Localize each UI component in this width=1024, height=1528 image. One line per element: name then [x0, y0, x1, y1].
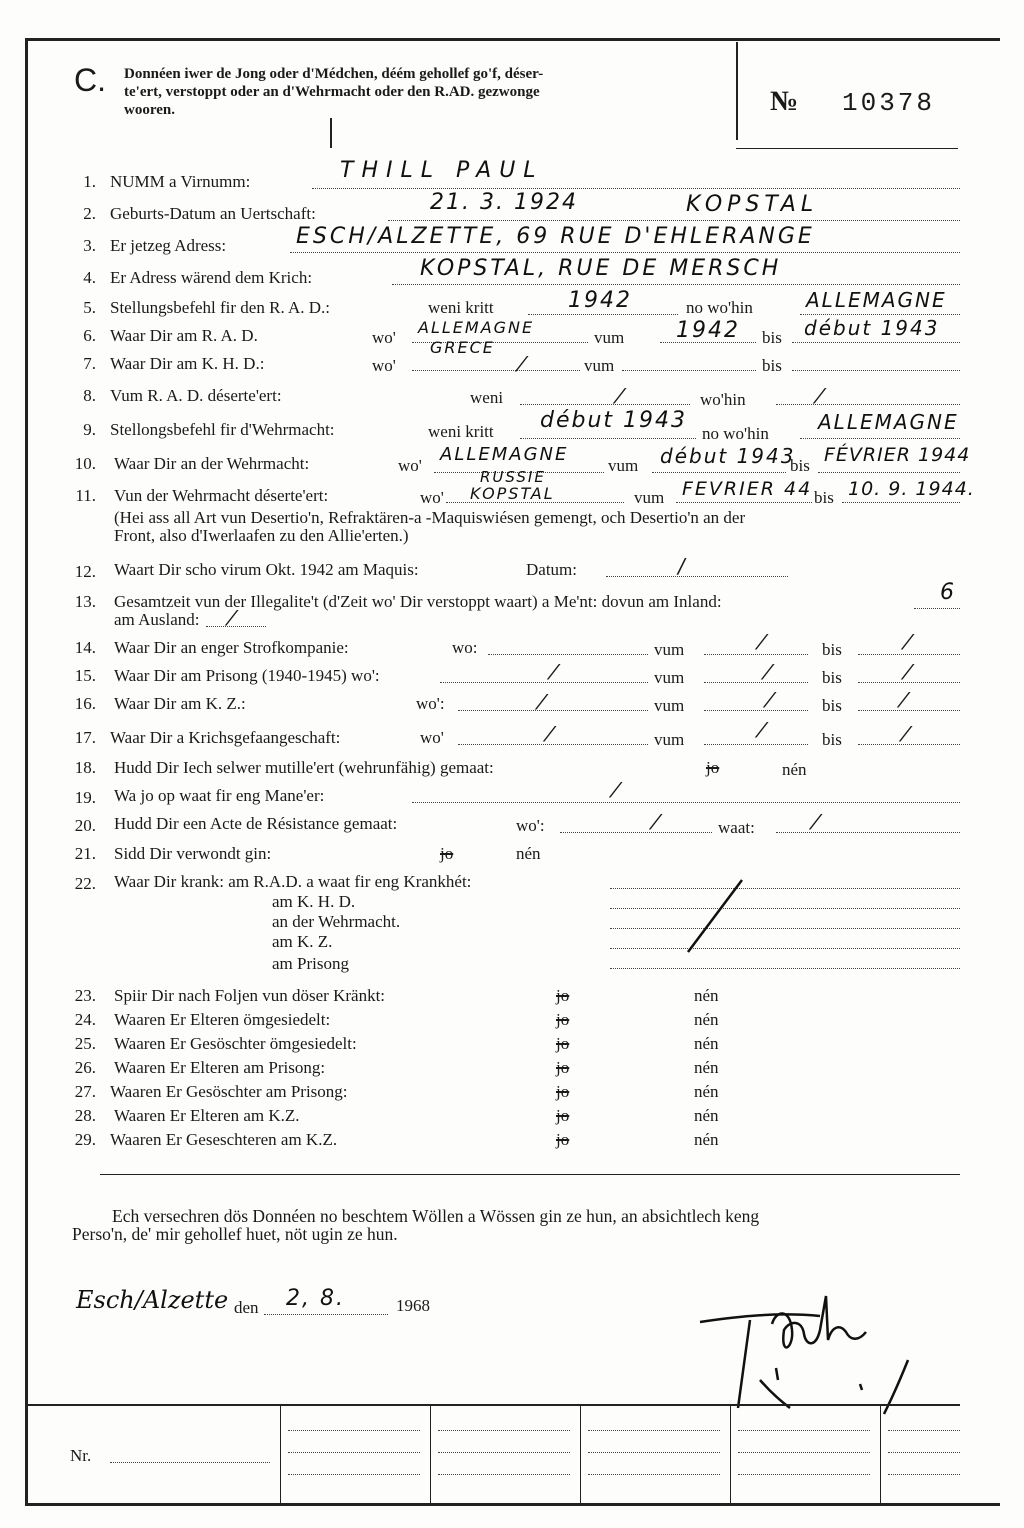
row-19-field [412, 802, 960, 803]
signature-place: Esch/Alzette [76, 1286, 229, 1314]
header-mark [330, 118, 332, 148]
footer-col-3 [580, 1404, 581, 1504]
row-20-sub2: waat: [718, 818, 755, 837]
row-29-nen: nén [694, 1130, 719, 1149]
row-12-field [606, 576, 788, 577]
row-17-sub1: wo' [420, 728, 444, 747]
row-20-number: 20. [74, 816, 96, 835]
row-13-dash-mark: ⁄ [230, 606, 234, 630]
row-4-value: KOPSTAL, RUE DE MERSCH [420, 256, 782, 281]
row-16-dash-mark-3: ⁄ [902, 688, 906, 712]
row-7-value: GRECE [430, 338, 495, 357]
footer-dots-2b [438, 1452, 570, 1453]
row-8-label: Vum R. A. D. déserte'ert: [110, 386, 282, 405]
signature-year: 1968 [396, 1296, 430, 1315]
footer-dots-1b [288, 1452, 420, 1453]
footer-dots-4b [738, 1452, 870, 1453]
row-7-field-2 [622, 370, 756, 371]
row-20-dash-mark-2: ⁄ [814, 810, 818, 834]
row-14-field-3 [858, 654, 960, 655]
row-24-jo: jo [556, 1010, 570, 1029]
footer-col-1 [280, 1404, 281, 1504]
row-29-number: 29. [74, 1130, 96, 1149]
row-26-number: 26. [74, 1058, 96, 1077]
footer-nr-label: Nr. [70, 1446, 92, 1465]
row-6-value2: 1942 [676, 318, 740, 343]
row-17-field-3 [858, 744, 960, 745]
row-9-label: Stellongsbefehl fir d'Wehrmacht: [110, 420, 335, 439]
footer-dots-1c [288, 1474, 420, 1475]
row-16-dash-mark-2: ⁄ [768, 688, 772, 712]
row-21-jo: jo [440, 844, 454, 863]
row-6-value: ALLEMAGNE [418, 318, 535, 337]
row-20-field-2 [776, 832, 960, 833]
row-8-number: 8. [83, 386, 96, 405]
row-13-label-2: am Ausland: [114, 610, 200, 629]
footer-dots-4c [738, 1474, 870, 1475]
row-4-field [392, 284, 960, 285]
row-16-number: 16. [74, 694, 96, 713]
row-16-field-3 [858, 710, 960, 711]
row-14-label: Waar Dir an enger Strofkompanie: [114, 638, 349, 657]
row-16-label: Waar Dir am K. Z.: [114, 694, 246, 713]
row-24-label: Waaren Er Elteren ömgesiedelt: [114, 1010, 331, 1029]
row-19-number: 19. [74, 788, 96, 807]
row-22-slash-mark [680, 876, 750, 956]
row-11-field-2 [676, 502, 812, 503]
row-10-label: Waar Dir an der Wehrmacht: [114, 454, 310, 473]
row-16-sub2: vum [654, 696, 685, 715]
row-14-field-2 [704, 654, 808, 655]
footer-dots-5a [888, 1430, 960, 1431]
row-5-number: 5. [83, 298, 96, 317]
row-19-label: Wa jo op waat fir eng Mane'er: [114, 786, 325, 805]
row-11-sub3: bis [814, 488, 834, 507]
row-5-sub2: no wo'hin [686, 298, 753, 317]
row-24-nen: nén [694, 1010, 719, 1029]
row-2-value-place: KOPSTAL [686, 192, 819, 217]
row-8-sub2: wo'hin [700, 390, 746, 409]
row-11-field-3 [842, 502, 960, 503]
row-3-field [290, 252, 960, 253]
row-10-field-3 [818, 472, 960, 473]
row-16-sub1: wo': [416, 694, 445, 713]
row-25-jo: jo [556, 1034, 570, 1053]
row-13-number: 13. [74, 592, 96, 611]
row-8-sub1: weni [470, 388, 504, 407]
row-9-field-1 [520, 438, 696, 439]
row-11-value: KOPSTAL [470, 484, 555, 503]
top-border [25, 38, 1000, 41]
header-text-1: Donnéen iwer de Jong oder d'Médchen, déém gehollef go'f, déser- [124, 66, 544, 82]
number-symbol: № [770, 86, 799, 117]
row-22-label: Waar Dir krank: am R.A.D. a waat fir eng Krankhét: [114, 872, 472, 891]
row-1-number: 1. [83, 172, 96, 191]
row-17-sub2: vum [654, 730, 685, 749]
form-number: 10378 [842, 88, 936, 118]
row-12-number: 12. [74, 562, 96, 581]
row-22-line-4: am K. Z. [272, 932, 333, 951]
row-22-line-5: am Prisong [272, 954, 349, 973]
section-divider [100, 1174, 960, 1175]
row-9-value: début 1943 [540, 408, 688, 433]
footer-dots-1a [288, 1430, 420, 1431]
row-11-note-1: (Hei ass all Art vun Desertio'n, Refraktären-a -Maquiswiésen gemengt, och Desertio'n an der [114, 508, 746, 527]
row-6-value3: début 1943 [804, 316, 940, 340]
row-29-jo: jo [556, 1130, 570, 1149]
row-9-value2: ALLEMAGNE [818, 410, 959, 434]
row-17-sub3: bis [822, 730, 842, 749]
row-7-sub1: wo' [372, 356, 396, 375]
row-12-label: Waart Dir scho virum Okt. 1942 am Maquis: [114, 560, 419, 579]
row-20-field-1 [560, 832, 712, 833]
row-15-dash-mark-2: ⁄ [766, 660, 770, 684]
row-7-label: Waar Dir am K. H. D.: [110, 354, 265, 373]
row-4-number: 4. [83, 268, 96, 287]
row-4-label: Er Adress wärend dem Krich: [110, 268, 313, 287]
row-23-number: 23. [74, 986, 96, 1005]
row-27-number: 27. [74, 1082, 96, 1101]
footer-top-line [28, 1404, 960, 1406]
row-9-number: 9. [83, 420, 96, 439]
row-14-dash-mark-2: ⁄ [906, 630, 910, 654]
row-20-dash-mark-1: ⁄ [654, 810, 658, 834]
row-5-label: Stellungsbefehl fir den R. A. D.: [110, 298, 331, 317]
row-14-sub1: wo: [452, 638, 478, 657]
footer-dots-4a [738, 1430, 870, 1431]
row-16-field-1 [458, 710, 648, 711]
row-8-dash-mark-2: ⁄ [818, 384, 822, 408]
row-8-field-2 [776, 404, 960, 405]
row-28-nen: nén [694, 1106, 719, 1125]
row-22-field-3 [610, 928, 960, 929]
row-22-field-1 [610, 888, 960, 889]
signature-date: 2, 8. [286, 1286, 345, 1311]
row-12-dash-mark: / [678, 554, 685, 578]
row-23-nen: nén [694, 986, 719, 1005]
row-16-field-2 [704, 710, 808, 711]
row-11-label: Vun der Wehrmacht déserte'ert: [114, 486, 329, 505]
row-5-field-2 [800, 314, 960, 315]
row-10-field-2 [652, 472, 786, 473]
row-6-sub2: vum [594, 328, 625, 347]
row-15-sub2: vum [654, 668, 685, 687]
row-22-field-4 [610, 948, 960, 949]
row-15-field-2 [704, 682, 808, 683]
row-13-value: 6 [940, 580, 956, 605]
row-17-dash-mark-1: ⁄ [548, 722, 552, 746]
row-17-field-2 [704, 744, 808, 745]
row-15-dash-mark-3: ⁄ [906, 660, 910, 684]
row-18-label: Hudd Dir Iech selwer mutille'ert (wehrunfähig) gemaat: [114, 758, 494, 777]
row-15-label: Waar Dir am Prisong (1940-1945) wo': [114, 666, 380, 685]
row-12-sub: Datum: [526, 560, 577, 579]
footer-dots-5c [888, 1474, 960, 1475]
row-14-number: 14. [74, 638, 96, 657]
header-underline [736, 148, 958, 149]
row-14-dash-mark-1: ⁄ [760, 630, 764, 654]
row-10-sub3: bis [790, 456, 810, 475]
row-21-label: Sidd Dir verwondt gin: [114, 844, 272, 863]
row-20-sub1: wo': [516, 816, 545, 835]
row-10-number: 10. [74, 454, 96, 473]
signature-den: den [234, 1298, 259, 1317]
row-5-value: 1942 [568, 288, 632, 313]
row-3-number: 3. [83, 236, 96, 255]
row-27-label: Waaren Er Gesöschter am Prisong: [110, 1082, 348, 1101]
row-21-number: 21. [74, 844, 96, 863]
row-23-jo: jo [556, 986, 570, 1005]
row-17-field-1 [458, 744, 648, 745]
footer-dots-3b [588, 1452, 720, 1453]
row-11-sub1: wo' [420, 488, 444, 507]
row-11-sub2: vum [634, 488, 665, 507]
row-18-nen: nén [782, 760, 807, 779]
row-17-dash-mark-3: ⁄ [904, 722, 908, 746]
header-divider-vertical [736, 42, 738, 140]
row-13-field-1 [914, 608, 960, 609]
row-3-label: Er jetzeg Adress: [110, 236, 227, 255]
row-28-jo: jo [556, 1106, 570, 1125]
row-29-label: Waaren Er Geseschteren am K.Z. [110, 1130, 338, 1149]
row-6-label: Waar Dir am R. A. D. [110, 326, 258, 345]
row-7-field-1 [412, 370, 580, 371]
row-10-sub2: vum [608, 456, 639, 475]
row-28-label: Waaren Er Elteren am K.Z. [114, 1106, 300, 1125]
date-field [264, 1314, 388, 1315]
row-6-field-3 [792, 342, 960, 343]
footer-col-4 [730, 1404, 731, 1504]
row-26-label: Waaren Er Elteren am Prisong: [114, 1058, 326, 1077]
row-14-field-1 [488, 654, 648, 655]
row-24-number: 24. [74, 1010, 96, 1029]
row-15-dash-mark-1: ⁄ [552, 660, 556, 684]
footer-col-2 [430, 1404, 431, 1504]
row-17-label: Waar Dir a Krichsgefaangeschaft: [110, 728, 341, 747]
row-18-jo: jo [706, 758, 720, 777]
row-15-field-1 [440, 682, 648, 683]
row-6-sub1: wo' [372, 328, 396, 347]
row-20-label: Hudd Dir een Acte de Résistance gemaat: [114, 814, 398, 833]
section-letter: C. [74, 62, 106, 98]
row-11-number: 11. [75, 486, 96, 505]
row-9-field-2 [800, 438, 960, 439]
row-5-value2: ALLEMAGNE [806, 288, 947, 312]
row-17-number: 17. [74, 728, 96, 747]
row-5-sub1: weni kritt [428, 298, 494, 317]
footer-dots-2c [438, 1474, 570, 1475]
row-7-sub2: vum [584, 356, 615, 375]
row-6-number: 6. [83, 326, 96, 345]
row-5-field-1 [528, 314, 678, 315]
row-1-value: THILL PAUL [340, 158, 544, 183]
row-7-dash-mark: ⁄ [520, 352, 524, 376]
row-27-nen: nén [694, 1082, 719, 1101]
row-14-sub3: bis [822, 640, 842, 659]
row-7-sub3: bis [762, 356, 782, 375]
row-15-number: 15. [74, 666, 96, 685]
row-13-field-2 [206, 626, 266, 627]
header-text-3: wooren. [124, 102, 175, 118]
row-26-jo: jo [556, 1058, 570, 1077]
row-22-number: 22. [74, 874, 96, 893]
declaration-line-2: Perso'n, de' mir gehollef huet, nöt ugin ze hun. [72, 1224, 398, 1244]
row-6-sub3: bis [762, 328, 782, 347]
row-25-label: Waaren Er Gesöschter ömgesiedelt: [114, 1034, 357, 1053]
row-10-value2: début 1943 [660, 444, 796, 468]
row-11-value3: 10. 9. 1944. [848, 478, 975, 500]
row-11-value-above: RUSSIE [480, 468, 546, 486]
footer-dots-5b [888, 1452, 960, 1453]
row-8-dash-mark-1: ⁄ [618, 384, 622, 408]
row-14-sub2: vum [654, 640, 685, 659]
row-16-sub3: bis [822, 696, 842, 715]
row-2-number: 2. [83, 204, 96, 223]
footer-dots-2a [438, 1430, 570, 1431]
row-16-dash-mark-1: ⁄ [540, 690, 544, 714]
row-11-note-2: Front, also d'Iwerlaafen zu den Allie'erten.) [114, 526, 409, 545]
row-21-nen: nén [516, 844, 541, 863]
row-26-nen: nén [694, 1058, 719, 1077]
row-10-sub1: wo' [398, 456, 422, 475]
row-18-number: 18. [74, 758, 96, 777]
row-9-sub2: no wo'hin [702, 424, 769, 443]
row-2-value: 21. 3. 1924 [430, 190, 578, 215]
declaration-line-1: Ech versechren dös Donnéen no beschtem Wöllen a Wössen gin ze hun, an absichtlech keng [112, 1206, 760, 1226]
row-25-number: 25. [74, 1034, 96, 1053]
footer-dots-3c [588, 1474, 720, 1475]
row-2-label: Geburts-Datum an Uertschaft: [110, 204, 316, 223]
row-23-label: Spiir Dir nach Foljen vun döser Kränkt: [114, 986, 386, 1005]
row-25-nen: nén [694, 1034, 719, 1053]
row-7-field-3 [792, 370, 960, 371]
row-17-dash-mark-2: ⁄ [760, 718, 764, 742]
row-13-label: Gesamtzeit vun der Illegalite't (d'Zeit wo' Dir verstoppt waart) a Me'nt: dovun am Inland: [114, 592, 722, 611]
bottom-border [25, 1503, 1000, 1506]
row-22-line-3: an der Wehrmacht. [272, 912, 401, 931]
row-1-label: NUMM a Virnumm: [110, 172, 251, 191]
row-11-value2: FEVRIER 44 [682, 478, 813, 500]
footer-dots-3a [588, 1430, 720, 1431]
row-22-field-5 [610, 968, 960, 969]
row-10-value: ALLEMAGNE [440, 444, 569, 465]
row-7-number: 7. [83, 354, 96, 373]
row-8-field-1 [520, 404, 690, 405]
row-22-field-2 [610, 908, 960, 909]
row-27-jo: jo [556, 1082, 570, 1101]
left-border [25, 38, 28, 1506]
row-3-value: ESCH/ALZETTE, 69 RUE D'EHLERANGE [296, 224, 815, 249]
header-text-2: te'ert, verstoppt oder an d'Wehrmacht oder den R.AD. gezwonge [124, 84, 540, 100]
row-10-value3: FÉVRIER 1944 [824, 444, 971, 466]
row-22-line-2: am K. H. D. [272, 892, 356, 911]
row-1-field [312, 188, 960, 189]
footer-nr-field [110, 1462, 270, 1463]
row-19-dash-mark: ⁄ [614, 778, 618, 802]
row-28-number: 28. [74, 1106, 96, 1125]
footer-col-5 [880, 1404, 881, 1504]
row-2-field [388, 220, 960, 221]
row-9-sub1: weni kritt [428, 422, 494, 441]
row-15-sub3: bis [822, 668, 842, 687]
signature [680, 1290, 940, 1420]
